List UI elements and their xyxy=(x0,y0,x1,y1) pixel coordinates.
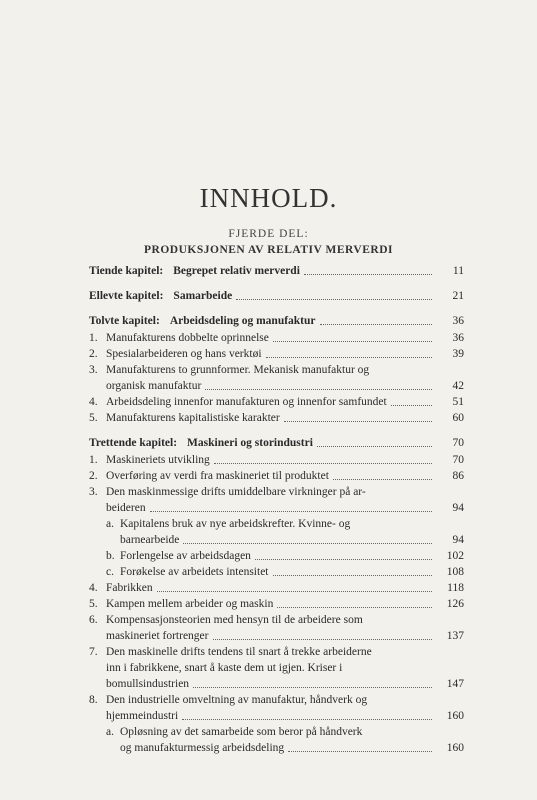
toc-section[interactable] xyxy=(120,741,464,755)
toc-section[interactable] xyxy=(106,501,464,515)
toc-section[interactable] xyxy=(106,549,464,563)
dot-leader xyxy=(150,510,432,512)
section-title: Kampen mellem arbeider og maskin xyxy=(106,598,274,610)
dot-leader xyxy=(288,750,432,752)
toc-section[interactable] xyxy=(106,677,464,691)
section-title-line: organisk manufaktur xyxy=(106,380,202,392)
section-number: 2. xyxy=(89,348,98,360)
page-number: 36 xyxy=(452,315,464,327)
page-number: 70 xyxy=(452,454,464,466)
chapter-label: Ellevte kapitel: xyxy=(89,290,164,302)
chapter-label: Trettende kapitel: xyxy=(89,437,178,449)
dot-leader xyxy=(182,718,432,720)
page-number: 118 xyxy=(447,582,464,594)
chapter-title: Samarbeide xyxy=(173,290,233,302)
page-number: 70 xyxy=(452,437,464,449)
section-title-line: beideren xyxy=(106,502,146,514)
page-number: 160 xyxy=(446,742,464,754)
toc-section[interactable] xyxy=(106,629,464,643)
part-heading: FJERDE DEL: xyxy=(228,228,309,240)
section-title-line: Kompensasjonsteorien med hensyn til de arbeidere som xyxy=(106,614,363,626)
section-title-line: Den maskinelle drifts tendens til snart å trekke arbeiderne xyxy=(106,646,372,658)
section-title-line: hjemmeindustri xyxy=(106,710,179,722)
dot-leader xyxy=(236,298,432,300)
page-number: 94 xyxy=(452,534,464,546)
subsection-letter: b. xyxy=(106,550,115,562)
toc-chapter-12[interactable] xyxy=(89,314,464,328)
page-number: 42 xyxy=(452,380,464,392)
section-title-line: Kapitalens bruk av nye arbeidskrefter. Kvinne- og xyxy=(120,518,351,530)
section-title: Fabrikken xyxy=(106,582,153,594)
section-number: 6. xyxy=(89,614,98,626)
section-title: Forøkelse av arbeidets intensitet xyxy=(120,566,269,578)
section-title: Spesialarbeideren og hans verktøi xyxy=(106,348,262,360)
section-title-line: bomullsindustrien xyxy=(106,678,190,690)
section-number: 3. xyxy=(89,486,98,498)
section-number: 1. xyxy=(89,454,98,466)
section-number: 5. xyxy=(89,412,98,424)
page-number: 60 xyxy=(452,412,464,424)
page-number: 39 xyxy=(452,348,464,360)
dot-leader xyxy=(193,686,432,688)
page-number: 137 xyxy=(446,630,464,642)
dot-leader xyxy=(317,445,432,447)
toc-section[interactable] xyxy=(89,411,464,425)
section-number: 3. xyxy=(89,364,98,376)
section-number: 2. xyxy=(89,470,98,482)
page-number: 147 xyxy=(446,678,464,690)
section-title-line: maskineriet fortrenger xyxy=(106,630,209,642)
dot-leader xyxy=(273,574,432,576)
dot-leader xyxy=(391,404,432,406)
section-title-line: og manufakturmessig arbeidsdeling xyxy=(120,742,285,754)
part-subtitle: PRODUKSJONEN AV RELATIV MERVERDI xyxy=(144,244,393,256)
section-title: Forlengelse av arbeidsdagen xyxy=(120,550,251,562)
section-title: Manufakturens dobbelte oprinnelse xyxy=(106,332,269,344)
page-number: 21 xyxy=(452,290,464,302)
page-number: 102 xyxy=(446,550,464,562)
section-title-line: Manufakturens to grunnformer. Mekanisk manufaktur og xyxy=(106,364,370,376)
page-number: 94 xyxy=(452,502,464,514)
toc-section[interactable] xyxy=(89,453,464,467)
dot-leader xyxy=(304,273,432,275)
section-number: 5. xyxy=(89,598,98,610)
toc-section[interactable] xyxy=(106,379,464,393)
toc-section[interactable] xyxy=(120,533,464,547)
dot-leader xyxy=(320,323,432,325)
chapter-label: Tiende kapitel: xyxy=(89,265,164,277)
section-number: 1. xyxy=(89,332,98,344)
page-number: 160 xyxy=(446,710,464,722)
toc-chapter-13[interactable] xyxy=(89,436,464,450)
section-number: 8. xyxy=(89,694,98,706)
dot-leader xyxy=(277,606,432,608)
dot-leader xyxy=(214,462,432,464)
toc-chapter-10[interactable] xyxy=(89,264,464,278)
section-number: 7. xyxy=(89,646,98,658)
subsection-letter: c. xyxy=(106,566,114,578)
toc-section[interactable] xyxy=(89,581,464,595)
section-title-line: Den industrielle omveltning av manufaktur, håndverk og xyxy=(106,694,368,706)
dot-leader xyxy=(255,558,432,560)
dot-leader xyxy=(183,542,432,544)
toc-section[interactable] xyxy=(89,395,464,409)
page-number: 36 xyxy=(452,332,464,344)
page-number: 108 xyxy=(446,566,464,578)
toc-section[interactable] xyxy=(89,597,464,611)
page-number: 11 xyxy=(452,265,464,277)
toc-section[interactable] xyxy=(89,331,464,345)
toc-section[interactable] xyxy=(89,469,464,483)
chapter-title: Begrepet relativ merverdi xyxy=(173,265,300,277)
toc-section[interactable] xyxy=(89,347,464,361)
section-title: Maskineriets utvikling xyxy=(106,454,210,466)
section-title-line: Opløsning av det samarbeide som beror på håndverk xyxy=(120,726,363,738)
section-title-line: inn i fabrikkene, snart å kaste dem ut igjen. Kriser i xyxy=(106,662,343,674)
section-title: Manufakturens kapitalistiske karakter xyxy=(106,412,280,424)
chapter-label: Tolvte kapitel: xyxy=(89,315,160,327)
dot-leader xyxy=(333,478,432,480)
dot-leader xyxy=(273,340,432,342)
chapter-title: Maskineri og storindustri xyxy=(187,437,313,449)
page-number: 126 xyxy=(446,598,464,610)
section-number: 4. xyxy=(89,582,98,594)
section-title: Arbeidsdeling innenfor manufakturen og innenfor samfundet xyxy=(106,396,387,408)
section-title: Overføring av verdi fra maskineriet til produktet xyxy=(106,470,329,482)
dot-leader xyxy=(157,590,432,592)
toc-chapter-11[interactable] xyxy=(89,289,464,303)
toc-section[interactable] xyxy=(106,565,464,579)
section-number: 4. xyxy=(89,396,98,408)
page-number: 86 xyxy=(452,470,464,482)
toc-section[interactable] xyxy=(106,709,464,723)
dot-leader xyxy=(205,388,432,390)
subsection-letter: a. xyxy=(106,518,114,530)
section-title-line: barnearbeide xyxy=(120,534,180,546)
chapter-title: Arbeidsdeling og manufaktur xyxy=(169,315,316,327)
subsection-letter: a. xyxy=(106,726,114,738)
dot-leader xyxy=(266,356,432,358)
page-number: 51 xyxy=(452,396,464,408)
section-title-line: Den maskinmessige drifts umiddelbare virkninger på ar- xyxy=(106,486,366,498)
page-title: INNHOLD. xyxy=(199,183,338,213)
dot-leader xyxy=(284,420,432,422)
dot-leader xyxy=(213,638,433,640)
